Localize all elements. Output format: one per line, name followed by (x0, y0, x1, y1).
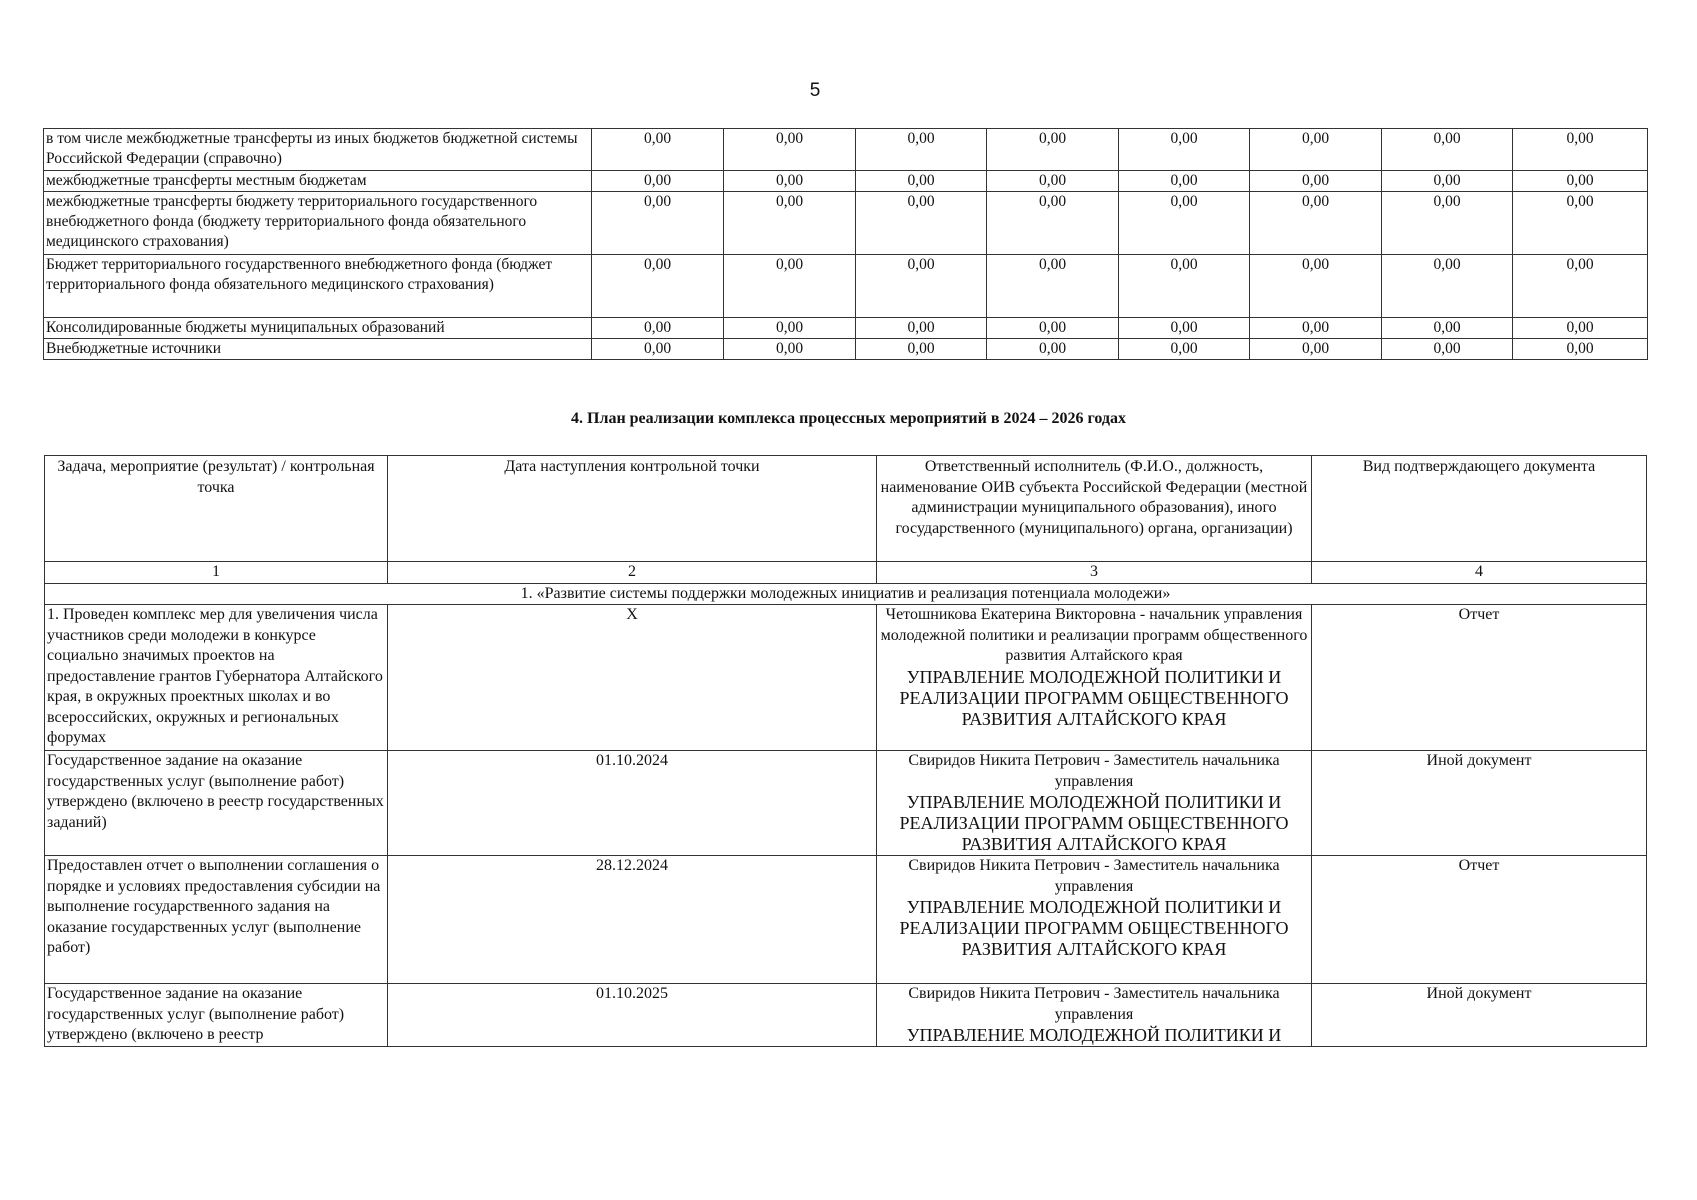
budget-value: 0,00 (1513, 129, 1648, 171)
budget-value: 0,00 (592, 192, 724, 255)
plan-date: X (388, 605, 877, 751)
budget-value: 0,00 (724, 339, 856, 360)
plan-date: 01.10.2025 (388, 984, 877, 1047)
budget-value: 0,00 (1119, 192, 1250, 255)
budget-value: 0,00 (987, 339, 1119, 360)
budget-value: 0,00 (1250, 192, 1382, 255)
group-title: 1. «Развитие системы поддержки молодежных инициатив и реализация потенциала молодежи» (45, 583, 1647, 605)
budget-value: 0,00 (1250, 129, 1382, 171)
budget-value: 0,00 (856, 192, 987, 255)
budget-value: 0,00 (856, 339, 987, 360)
plan-document-type: Иной документ (1312, 751, 1647, 856)
budget-value: 0,00 (1513, 318, 1648, 339)
plan-date: 28.12.2024 (388, 856, 877, 984)
section-title: 4. План реализации комплекса процессных мероприятий в 2024 – 2026 годах (571, 410, 1126, 427)
plan-responsible (877, 856, 1312, 984)
budget-value: 0,00 (856, 171, 987, 192)
budget-row (44, 339, 1648, 360)
budget-value: 0,00 (1250, 255, 1382, 318)
budget-value: 0,00 (724, 129, 856, 171)
plan-row (45, 751, 1647, 856)
budget-row-label: межбюджетные трансферты местным бюджетам (44, 171, 592, 192)
budget-value: 0,00 (724, 255, 856, 318)
budget-value: 0,00 (724, 171, 856, 192)
budget-value: 0,00 (987, 255, 1119, 318)
column-number: 4 (1312, 562, 1647, 584)
responsible-person: Свиридов Никита Петрович - Заместитель начальника управления (908, 752, 1280, 790)
column-number: 3 (877, 562, 1312, 584)
column-number: 1 (45, 562, 388, 584)
plan-row (45, 605, 1647, 751)
budget-row (44, 129, 1648, 171)
budget-value: 0,00 (1513, 171, 1648, 192)
budget-value: 0,00 (1119, 255, 1250, 318)
budget-value: 0,00 (592, 255, 724, 318)
budget-row-label: в том числе межбюджетные трансферты из иных бюджетов бюджетной системы Российской Федерации (справочно) (44, 129, 592, 171)
header-document: Вид подтверждающего документа (1312, 456, 1647, 562)
budget-row-label: Внебюджетные источники (44, 339, 592, 360)
budget-value: 0,00 (1382, 318, 1513, 339)
budget-value: 0,00 (1119, 129, 1250, 171)
plan-responsible (877, 605, 1312, 751)
budget-value: 0,00 (724, 318, 856, 339)
responsible-person: Свиридов Никита Петрович - Заместитель начальника управления (908, 985, 1280, 1023)
plan-task: Государственное задание на оказание государственных услуг (выполнение работ) утверждено (включено в реестр (45, 984, 388, 1047)
plan-row (45, 984, 1647, 1047)
budget-value: 0,00 (856, 129, 987, 171)
budget-value: 0,00 (856, 318, 987, 339)
budget-value: 0,00 (1250, 318, 1382, 339)
budget-value: 0,00 (987, 171, 1119, 192)
header-date: Дата наступления контрольной точки (388, 456, 877, 562)
budget-value: 0,00 (1382, 129, 1513, 171)
column-number-row (45, 562, 1647, 584)
budget-value: 0,00 (1382, 339, 1513, 360)
budget-value: 0,00 (987, 129, 1119, 171)
responsible-organization: УПРАВЛЕНИЕ МОЛОДЕЖНОЙ ПОЛИТИКИ И РЕАЛИЗАЦИИ ПРОГРАММ ОБЩЕСТВЕННОГО РАЗВИТИЯ АЛТАЙСКОГО КРАЯ (899, 897, 1289, 959)
budget-value: 0,00 (987, 318, 1119, 339)
budget-table (43, 128, 1648, 360)
budget-value: 0,00 (1382, 192, 1513, 255)
column-number: 2 (388, 562, 877, 584)
responsible-person: Четошникова Екатерина Викторовна - начальник управления молодежной политики и реализации программ общественного развития Алтайского края (880, 606, 1308, 664)
header-row (45, 456, 1647, 562)
plan-document-type: Иной документ (1312, 984, 1647, 1047)
plan-document-type: Отчет (1312, 605, 1647, 751)
plan-task: Предоставлен отчет о выполнении соглашения о порядке и условиях предоставления субсидии на выполнение государственного задания на оказание государственных услуг (выполнение работ) (45, 856, 388, 984)
budget-value: 0,00 (1513, 255, 1648, 318)
plan-task: Государственное задание на оказание государственных услуг (выполнение работ) утверждено (включено в реестр государственных заданий) (45, 751, 388, 856)
responsible-organization: УПРАВЛЕНИЕ МОЛОДЕЖНОЙ ПОЛИТИКИ И РЕАЛИЗАЦИИ ПРОГРАММ ОБЩЕСТВЕННОГО РАЗВИТИЯ АЛТАЙСКОГО КРАЯ (899, 666, 1289, 729)
responsible-person: Свиридов Никита Петрович - Заместитель начальника управления (908, 857, 1280, 895)
budget-row-label: Бюджет территориального государственного внебюджетного фонда (бюджет территориального фонда обязательного медицинского страхования) (44, 255, 592, 318)
budget-row (44, 255, 1648, 318)
budget-value: 0,00 (1513, 339, 1648, 360)
plan-task: 1. Проведен комплекс мер для увеличения числа участников среди молодежи в конкурсе социально значимых проектов на предоставление грантов Губернатора Алтайского края, в окружных проектных школах и во всероссийских, окружных и региональных форумах (45, 605, 388, 751)
budget-value: 0,00 (856, 255, 987, 318)
plan-table (44, 455, 1647, 1047)
responsible-organization: УПРАВЛЕНИЕ МОЛОДЕЖНОЙ ПОЛИТИКИ И РЕАЛИЗАЦИИ ПРОГРАММ ОБЩЕСТВЕННОГО РАЗВИТИЯ АЛТАЙСКОГО КРАЯ (899, 792, 1289, 854)
budget-value: 0,00 (1382, 255, 1513, 318)
budget-row (44, 192, 1648, 255)
page-number: 5 (809, 80, 821, 101)
budget-row-label: межбюджетные трансферты бюджету территориального государственного внебюджетного фонда (бюджету территориального фонда обязательного медицинского страхования) (44, 192, 592, 255)
header-responsible: Ответственный исполнитель (Ф.И.О., должность, наименование ОИВ субъекта Российской Федерации (местной администрации муниципального образования), иного государственного (муниципального) органа, организации) (877, 456, 1312, 562)
budget-row (44, 318, 1648, 339)
budget-value: 0,00 (1119, 318, 1250, 339)
budget-row-label: Консолидированные бюджеты муниципальных образований (44, 318, 592, 339)
budget-value: 0,00 (592, 339, 724, 360)
budget-value: 0,00 (987, 192, 1119, 255)
budget-value: 0,00 (592, 318, 724, 339)
plan-date: 01.10.2024 (388, 751, 877, 856)
budget-value: 0,00 (592, 129, 724, 171)
budget-value: 0,00 (1119, 171, 1250, 192)
budget-value: 0,00 (592, 171, 724, 192)
plan-responsible (877, 984, 1312, 1047)
plan-responsible (877, 751, 1312, 856)
budget-value: 0,00 (1513, 192, 1648, 255)
budget-value: 0,00 (1382, 171, 1513, 192)
budget-value: 0,00 (1119, 339, 1250, 360)
group-row (45, 583, 1647, 605)
plan-document-type: Отчет (1312, 856, 1647, 984)
budget-row (44, 171, 1648, 192)
budget-value: 0,00 (1250, 171, 1382, 192)
budget-value: 0,00 (1250, 339, 1382, 360)
budget-value: 0,00 (724, 192, 856, 255)
header-task: Задача, мероприятие (результат) / контрольная точка (45, 456, 388, 562)
plan-row (45, 856, 1647, 984)
responsible-organization: УПРАВЛЕНИЕ МОЛОДЕЖНОЙ ПОЛИТИКИ И (906, 1025, 1282, 1045)
